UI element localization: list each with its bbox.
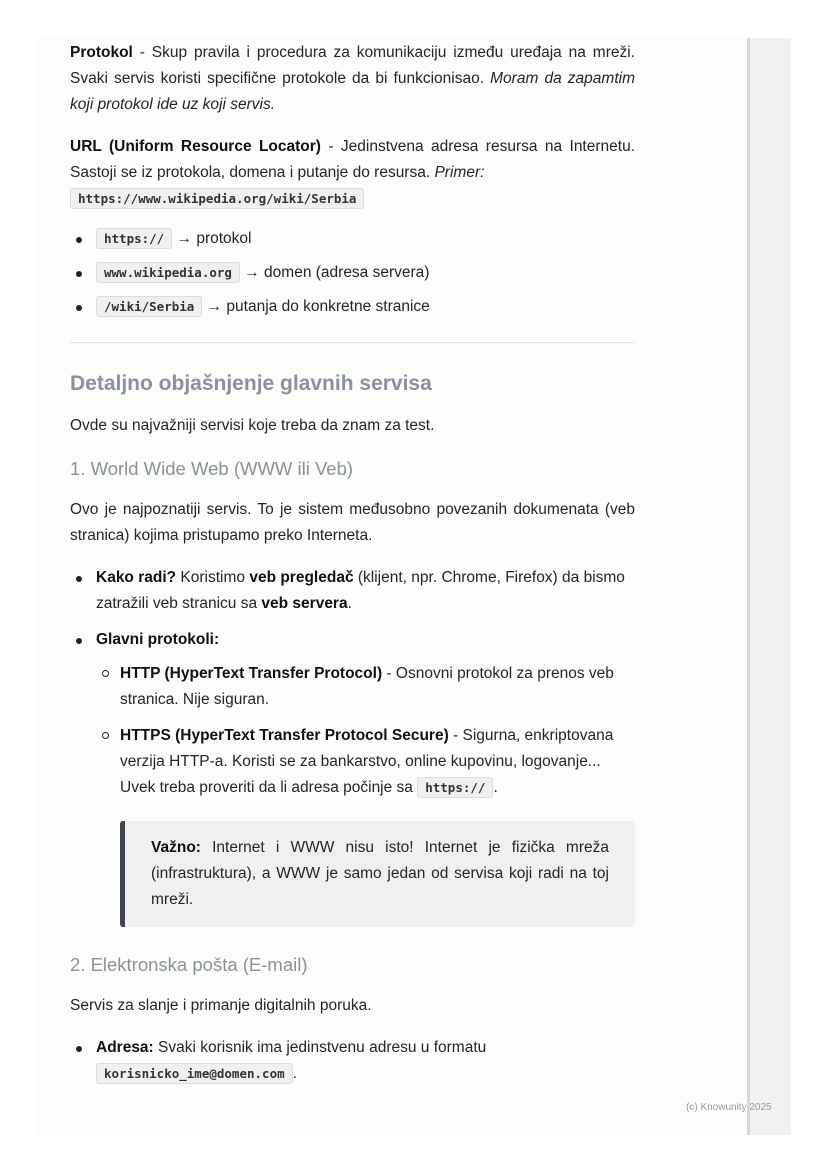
www-intro: Ovo je najpoznatiji servis. To je sistem međusobno povezanih dokumenata (veb stranica) kojima pristupamo preko Interneta. <box>70 501 635 544</box>
url-example-label: Primer: <box>434 164 485 181</box>
url-part-desc: → protokol <box>172 230 252 247</box>
email-intro: Servis za slanje i primanje digitalnih poruka. <box>70 997 372 1014</box>
section-divider <box>70 342 635 343</box>
url-part-code: /wiki/Serbia <box>96 296 202 317</box>
address-text: Svaki korisnik ima jedinstvenu adresu u formatu <box>153 1039 487 1056</box>
section-intro: Ovde su najvažniji servisi koje treba da znam za test. <box>70 417 435 434</box>
https-code: https:// <box>417 777 493 798</box>
list-item <box>96 661 635 713</box>
www-list <box>70 565 635 801</box>
url-part-desc: → putanja do konkretne stranice <box>202 298 430 315</box>
list-item <box>70 260 635 286</box>
url-parts-list <box>70 226 635 320</box>
list-item <box>70 294 635 320</box>
protokol-note: Moram da zapamtim koji protokol ide uz koji servis. <box>70 70 635 113</box>
http-text: - Osnovni protokol za prenos veb stranica. Nije siguran. <box>120 665 614 708</box>
url-example-code: https://www.wikipedia.org/wiki/Serbia <box>70 188 364 209</box>
url-paragraph <box>70 134 635 212</box>
email-heading: 2. Elektronska pošta (E-mail) <box>70 954 308 975</box>
how-label: Kako radi? <box>96 569 177 586</box>
url-text: - Jedinstvena adresa resursa na Internetu. Sastoji se iz protokola, domena i putanje do resursa. <box>70 138 635 181</box>
list-item <box>70 627 635 801</box>
how-text: . <box>347 595 352 612</box>
address-code: korisnicko_ime@domen.com <box>96 1063 293 1084</box>
how-text: (klijent, npr. Chrome, Firefox) da bismo zatražili veb stranicu sa <box>96 569 625 612</box>
list-item <box>96 723 635 801</box>
document-content <box>70 40 635 1103</box>
address-label: Adresa: <box>96 1039 154 1056</box>
protocols-sublist <box>96 661 635 801</box>
url-term: URL (Uniform Resource Locator) <box>70 138 321 155</box>
http-term: HTTP (HyperText Transfer Protocol) <box>120 665 383 682</box>
https-text: - Sigurna, enkriptovana verzija HTTP-a. Koristi se za bankarstvo, online kupovinu, logovanje... Uvek treba proveriti da li adresa počinje sa <box>120 727 614 796</box>
email-list <box>70 1035 635 1087</box>
protokol-paragraph <box>70 40 635 118</box>
callout-label: Važno: <box>151 839 201 856</box>
list-item <box>70 1035 635 1087</box>
url-part-desc: → domen (adresa servera) <box>239 264 430 281</box>
how-browser: veb pregledač <box>249 569 354 586</box>
url-part-code: www.wikipedia.org <box>96 262 240 283</box>
section-heading: Detaljno objašnjenje glavnih servisa <box>70 372 432 395</box>
page-sidebar <box>747 38 791 1135</box>
protokol-term: Protokol <box>70 44 133 61</box>
callout-text: Internet i WWW nisu isto! Internet je fizička mreža (infrastruktura), a WWW je samo jedan od servisa koji radi na toj mreži. <box>151 839 609 908</box>
how-text: Koristimo <box>176 569 250 586</box>
protokol-text: - Skup pravila i procedura za komunikaciju između uređaja na mreži. Svaki servis koristi specifične protokole da bi funkcionisao. <box>70 44 635 87</box>
how-server: veb servera <box>261 595 348 612</box>
https-end: . <box>493 779 498 796</box>
address-end: . <box>292 1065 297 1082</box>
list-item <box>70 565 635 617</box>
protocols-label: Glavni protokoli: <box>96 631 220 648</box>
list-item <box>70 226 635 252</box>
www-heading: 1. World Wide Web (WWW ili Veb) <box>70 458 354 479</box>
important-callout <box>120 821 635 927</box>
copyright-footer: (c) Knowunity 2025 <box>686 1102 772 1113</box>
https-term: HTTPS (HyperText Transfer Protocol Secure) <box>120 727 449 744</box>
url-part-code: https:// <box>96 228 172 249</box>
